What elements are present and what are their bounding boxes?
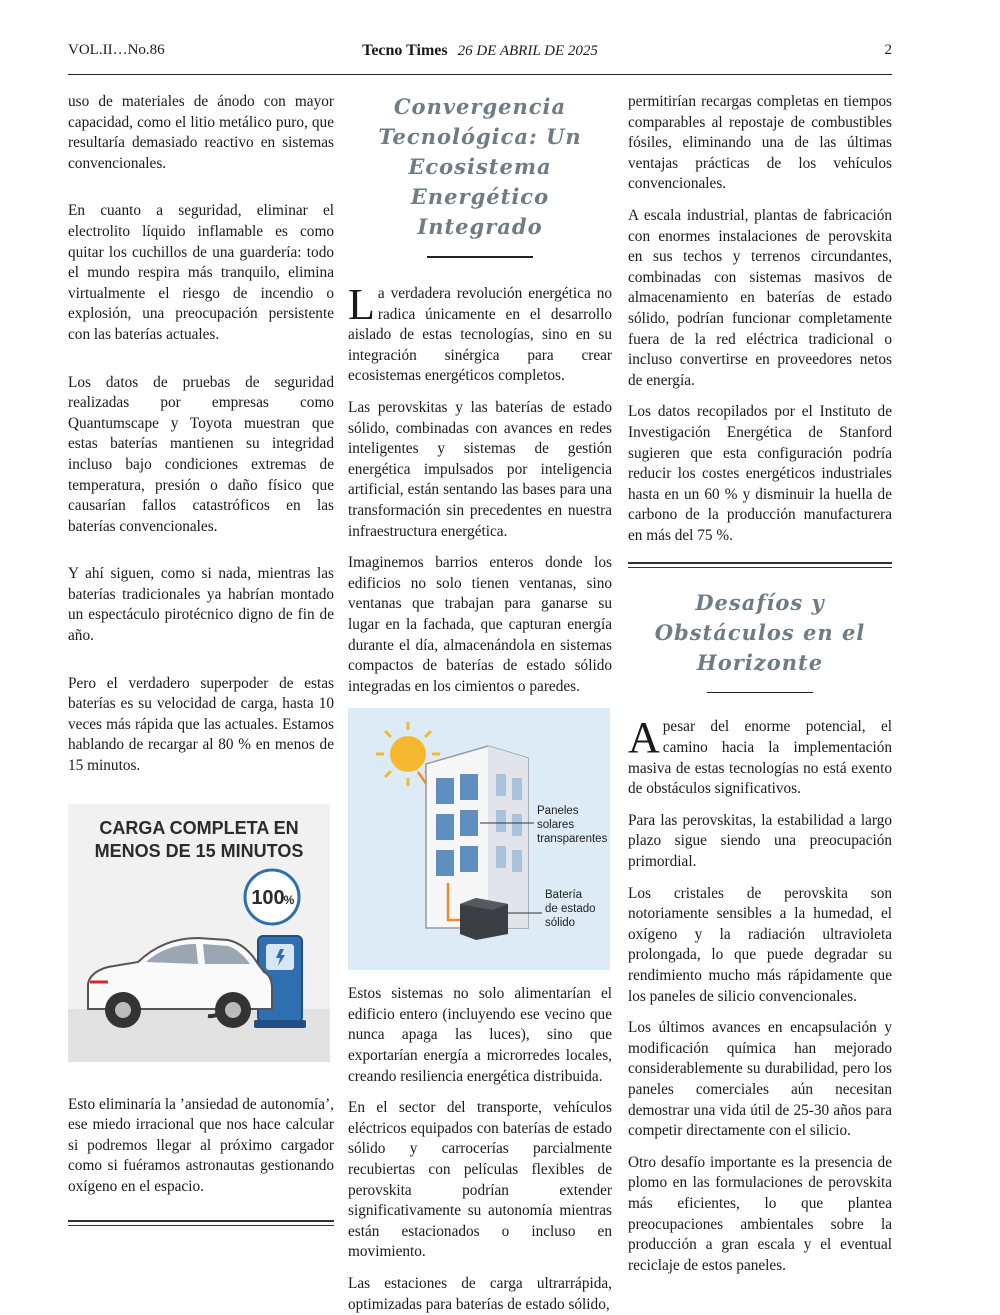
lead-paragraph: [628, 713, 892, 799]
section-divider: [628, 562, 892, 568]
paragraph: Para las perovskitas, la estabilidad a largo plazo sigue siendo una preocupación primordial.: [628, 811, 892, 871]
column-1: [68, 92, 334, 1226]
volume-number: VOL.II…No.86: [68, 42, 165, 58]
column-2: [348, 92, 612, 1315]
smart-building-illustration: [348, 708, 610, 970]
page-number: 2: [884, 42, 892, 58]
paragraph: Los cristales de perovskita son notoriamente sensibles a la humedad, el oxígeno y la radiación ultravioleta prolongada, lo que puede degradar su rendimiento mucho más rápidamente que los paneles de silicio convencionales.: [628, 884, 892, 1005]
charge-headline-line2: MENOS DE 15 MINUTOS: [94, 840, 304, 861]
battery-label-line2: de estado: [545, 903, 596, 916]
lead-paragraph: [348, 280, 612, 387]
panels-label-line1: Paneles: [537, 805, 579, 818]
panels-label-line2: solares: [537, 819, 575, 832]
section-title: Convergencia Tecnológica: Un Ecosistema Energético Integrado: [378, 94, 582, 239]
issue-date: 26 DE ABRIL DE 2025: [457, 43, 598, 59]
percent-sign: %: [283, 892, 295, 907]
paragraph: Las perovskitas y las baterías de estado sólido, combinadas con avances en redes inteligentes y sistemas de gestión energética impulsados por inteligencia artificial, están sentando las bases para una transformación sin precedentes en nuestra infraestructura energética.: [348, 398, 612, 540]
paragraph: Otro desafío importante es la presencia de plomo en las formulaciones de perovskita más eficientes, lo que plantea preocupaciones ambientales sobre la producción a gran escala y el eventual reciclaje de estos paneles.: [628, 1153, 892, 1274]
paragraph: Imaginemos barrios enteros donde los edificios no solo tienen ventanas, sino ventanas que trabajan para ganarse su lugar en la fachada, que capturan energía durante el día, almacenándola en sistemas compactos de baterías de estado sólido integradas en los cimientos o paredes.: [348, 554, 612, 695]
title-underline: [707, 692, 813, 693]
column-end-rule: [68, 1220, 334, 1226]
title-underline: [427, 256, 533, 258]
paragraph: Los datos recopilados por el Instituto de Investigación Energética de Stanford sugieren que esta configuración podría reducir los costes energéticos industriales hasta en un 60 % y disminuir la huella de carbono de la producción manufacturera en más del 75 %.: [628, 403, 892, 544]
paragraph: Los últimos avances en encapsulación y modificación química han mejorado considerablemente su durabilidad, pero los paneles comerciales aún necesitan demostrar una vida útil de 25-30 años para competir directamente con el silicio.: [628, 1019, 892, 1140]
paragraph: A escala industrial, plantas de fabricación con enormes instalaciones de perovskita en sus techos y terrenos circundantes, combinadas con sistemas masivos de almacenamiento en baterías de estado sólido, podrían funcionar completamente fuera de la red eléctrica tradicional o incluso convertirse en proveedores netos de energía.: [628, 206, 892, 389]
paragraph: Los datos de pruebas de seguridad realizadas por empresas como Quantumscape y Toyota muestran que estas baterías mantienen su integridad incluso bajo condiciones extremas de temperatura, presión o daño físico que causarían fallos catastróficos en las baterías convencionales.: [68, 373, 334, 535]
paragraph: Las estaciones de carga ultrarrápida, optimizadas para baterías de estado sólido,: [348, 1275, 612, 1313]
column-3: [628, 92, 892, 1276]
battery-icon: [460, 898, 508, 940]
battery-label-line1: Batería: [545, 889, 583, 902]
paragraph: Esto eliminaría la ’ansiedad de autonomía’, ese miedo irracional que nos hace calcular si podremos llegar al próximo cargador como si fuéramos astronautas gestionando oxígeno en el espacio.: [68, 1095, 334, 1195]
paragraph: uso de materiales de ánodo con mayor capacidad, como el litio metálico puro, que resultaría demasiado reactivo en sistemas convencionales.: [68, 93, 334, 172]
paragraph: Y ahí siguen, como si nada, mientras las baterías tradicionales ya habrían montado un espectáculo pirotécnico digno de fin de año.: [68, 565, 334, 645]
lead-text: pesar del enorme potencial, el camino hacia la implementación masiva de estas tecnologías no está exento de obstáculos significativos.: [628, 718, 892, 798]
paragraph: En cuanto a seguridad, eliminar el electrolito líquido inflamable es como quitar los cuchillos de una guardería: todo el mundo respira más tranquilo, elimina virtualmente el riesgo de incendio o explosión, una preocupación persistente con las baterías actuales.: [68, 202, 334, 343]
drop-cap: L: [348, 280, 375, 329]
charge-headline-line1: CARGA COMPLETA EN: [99, 817, 299, 838]
masthead: [68, 42, 892, 60]
publication-name: Tecno Times: [362, 42, 448, 59]
lead-text: a verdadera revolución energética no radica únicamente en el desarrollo aislado de estas tecnologías, sino en su integración sinérgica para crear ecosistemas energéticos completos.: [348, 285, 612, 385]
paragraph: En el sector del transporte, vehículos eléctricos equipados con baterías de estado sólido y carrocerías parcialmente recubiertas con películas flexibles de perovskita podrían extender significativamente su autonomía mientras están estacionados o incluso en movimiento.: [348, 1099, 612, 1261]
section-title: Desafíos y Obstáculos en el Horizonte: [654, 590, 866, 676]
paragraph: permitirían recargas completas en tiempos comparables al repostaje de combustibles fósiles, eliminando una de las últimas ventajas prácticas de los vehículos convencionales.: [628, 93, 892, 193]
paragraph: Estos sistemas no solo alimentarían el edificio entero (incluyendo ese vecino que nunca apaga las luces), sino que exportarían energía a microrredes locales, creando resiliencia energética distribuida.: [348, 985, 612, 1085]
battery-label-line3: sólido: [545, 917, 576, 930]
paragraph: Pero el verdadero superpoder de estas baterías es su velocidad de carga, hasta 10 veces más rápida que las actuales. Estamos hablando de recargar al 80 % en menos de 15 minutos.: [68, 674, 334, 775]
page-header: [68, 42, 892, 64]
percent-value: 100: [251, 886, 285, 909]
drop-cap: A: [628, 713, 660, 763]
header-divider: [68, 74, 892, 75]
panels-label-line3: transparentes: [537, 833, 608, 846]
fast-charging-illustration: [68, 804, 330, 1062]
